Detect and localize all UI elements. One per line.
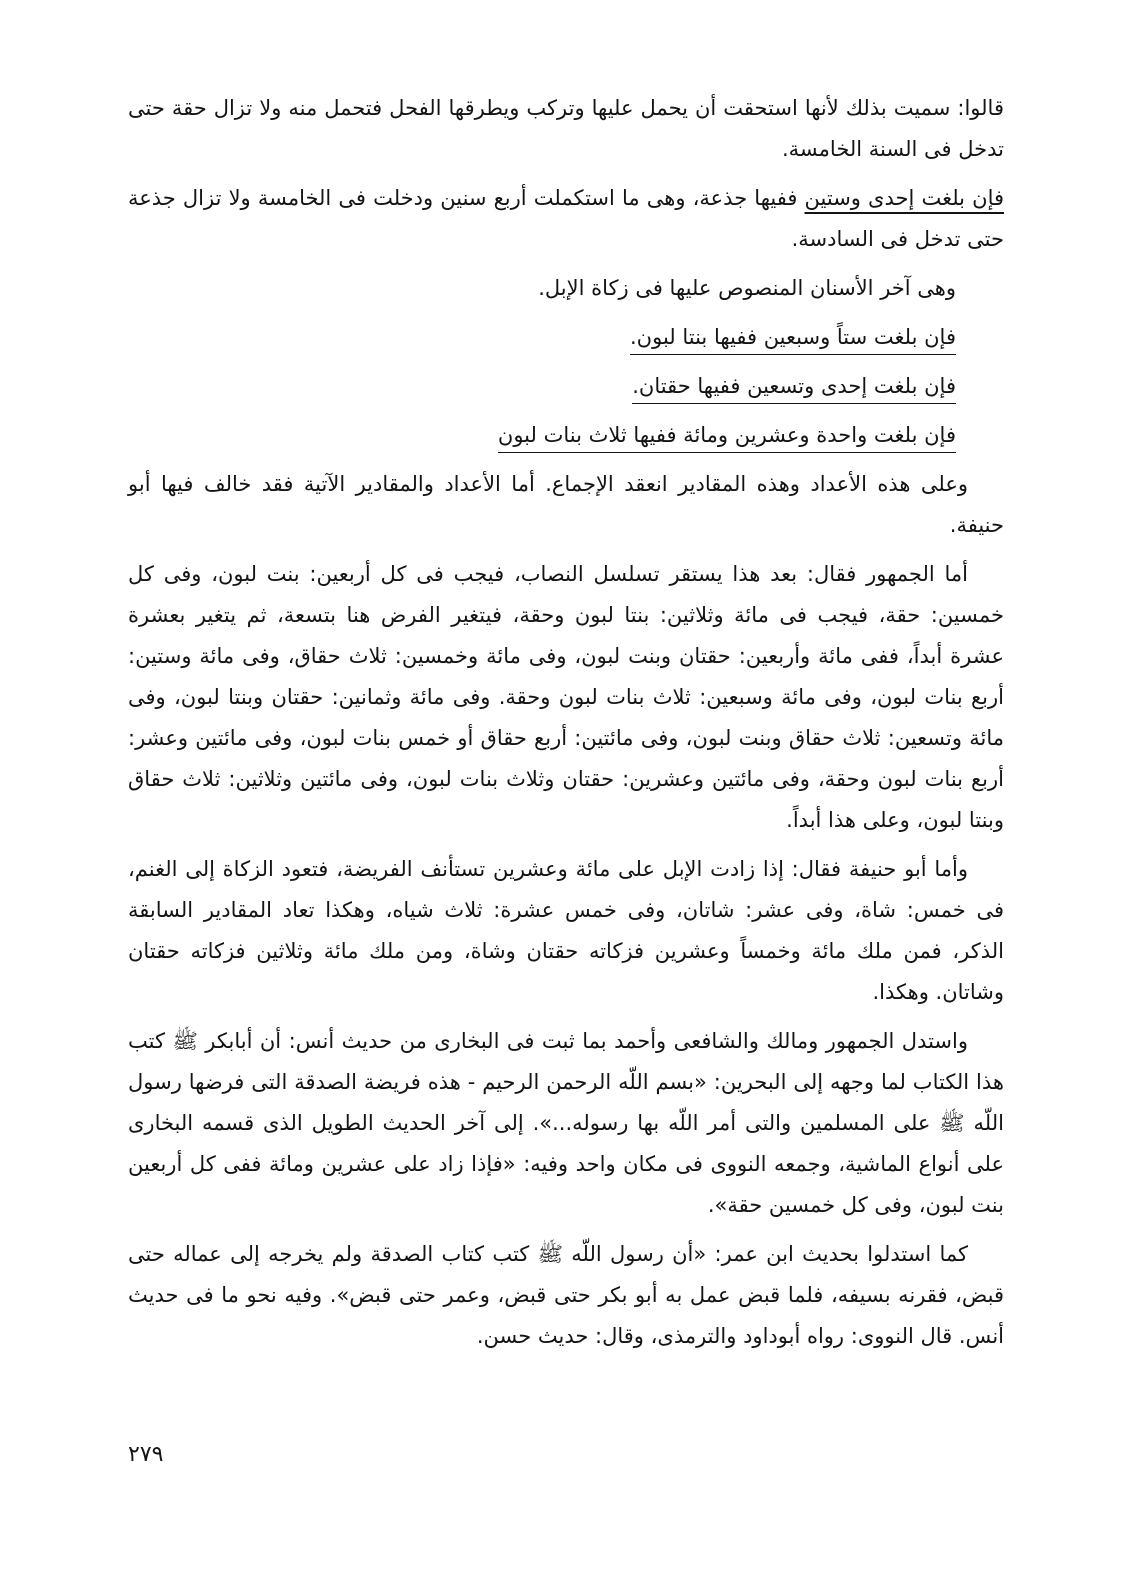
underlined-rule: فإن بلغت واحدة وعشرين ومائة ففيها ثلاث بنات لبون	[498, 420, 956, 453]
paragraph-consensus	[128, 464, 1004, 546]
paragraph-evidence-anas	[128, 1021, 1004, 1226]
paragraph-text: كما استدلوا بحديث ابن عمر: «أن رسول اللّه ﷺ كتب كتاب الصدقة ولم يخرجه إلى عماله حتى قبض، فقرنه بسيفه، فلما قبض عمل به أبو بكر حتى قبض، وعمر حتى قبض». وفيه نحو ما فى حديث أنس. قال النووى: رواه أبوداود والترمذى، وقال: حديث حسن.	[128, 1242, 1004, 1348]
page-number: ٢٧٩	[128, 1442, 164, 1467]
paragraph-abu-hanifa-view	[128, 849, 1004, 1013]
paragraph-majority-view	[128, 554, 1004, 841]
paragraph-jadha	[128, 178, 1004, 260]
paragraph-last-age	[128, 268, 956, 309]
paragraph-ninety-one	[128, 366, 956, 407]
underlined-rule: فإن بلغت إحدى وتسعين ففيها حقتان.	[632, 371, 956, 404]
paragraph-evidence-ibn-umar	[128, 1234, 1004, 1357]
paragraph-text: وهى آخر الأسنان المنصوص عليها فى زكاة الإبل.	[538, 276, 956, 300]
paragraph-text: أما الجمهور فقال: بعد هذا يستقر تسلسل النصاب، فيجب فى كل أربعين: بنت لبون، وفى كل خمسين: حقة، فيجب فى مائة وثلاثين: بنتا لبون وحقة، فيتغير الفرض هنا بتسعة، ثم يتغير بعشرة عشرة أبداً، ففى مائة وأربعين: حقتان وبنت لبون، وفى مائة وخمسين: ثلاث حقاق، وفى مائة وستين: أربع بنات لبون، وفى مائة وسبعين: ثلاث بنات لبون وحقة. وفى مائة وثمانين: حقتان وبنتا لبون، وفى مائة وتسعين: ثلاث حقاق وبنت لبون، وفى مائتين: أربع حقاق أو خمس بنات لبون، وفى مائتين وعشر: أربع بنات لبون وحقة، وفى مائتين وعشرين: حقتان وثلاث بنات لبون، وفى مائتين وثلاثين: ثلاث حقاق وبنتا لبون، وعلى هذا أبداً.	[128, 562, 1004, 832]
paragraph-text: واستدل الجمهور ومالك والشافعى وأحمد بما ثبت فى البخارى من حديث أنس: أن أبابكر ﷺ كتب هذا الكتاب لما وجهه إلى البحرين: «بسم اللّه الرحمن الرحيم - هذه فريضة الصدقة التى فرضها رسول اللّه ﷺ على المسلمين والتى أمر اللّه بها رسوله...». إلى آخر الحديث الطويل الذى قسمه البخارى على أنواع الماشية، وجمعه النووى فى مكان واحد وفيه: «فإذا زاد على عشرين ومائة ففى كل أربعين بنت لبون، وفى كل خمسين حقة».	[128, 1029, 1004, 1217]
paragraph-text: وعلى هذه الأعداد وهذه المقادير انعقد الإجماع. أما الأعداد والمقادير الآتية فقد خالف فيها أبو حنيفة.	[128, 472, 1004, 537]
paragraph-one-twenty-one	[128, 415, 956, 456]
paragraph-seventy-six	[128, 317, 956, 358]
paragraph-hiqqa-definition	[128, 88, 1004, 170]
paragraph-text: وأما أبو حنيفة فقال: إذا زادت الإبل على مائة وعشرين تستأنف الفريضة، فتعود الزكاة إلى الغنم، فى خمس: شاة، وفى عشر: شاتان، وفى خمس عشرة: ثلاث شياه، وهكذا تعاد المقادير السابقة الذكر، فمن ملك مائة وخمساً وعشرين فزكاته حقتان وشاة، ومن ملك مائة وثلاثين فزكاته حقتان وشاتان. وهكذا.	[128, 857, 1004, 1004]
body-text	[128, 88, 1004, 1365]
underlined-rule: فإن بلغت ستاً وسبعين ففيها بنتا لبون.	[630, 322, 956, 355]
underlined-heading: فإن بلغت إحدى وستين	[804, 186, 1005, 210]
paragraph-text: ففيها جذعة، وهى ما استكملت أربع سنين ودخلت فى الخامسة ولا تزال جذعة حتى تدخل فى السادسة.	[128, 186, 1004, 251]
paragraph-text: قالوا: سميت بذلك لأنها استحقت أن يحمل عليها وتركب ويطرقها الفحل فتحمل منه ولا تزال حقة حتى تدخل فى السنة الخامسة.	[128, 96, 1004, 161]
